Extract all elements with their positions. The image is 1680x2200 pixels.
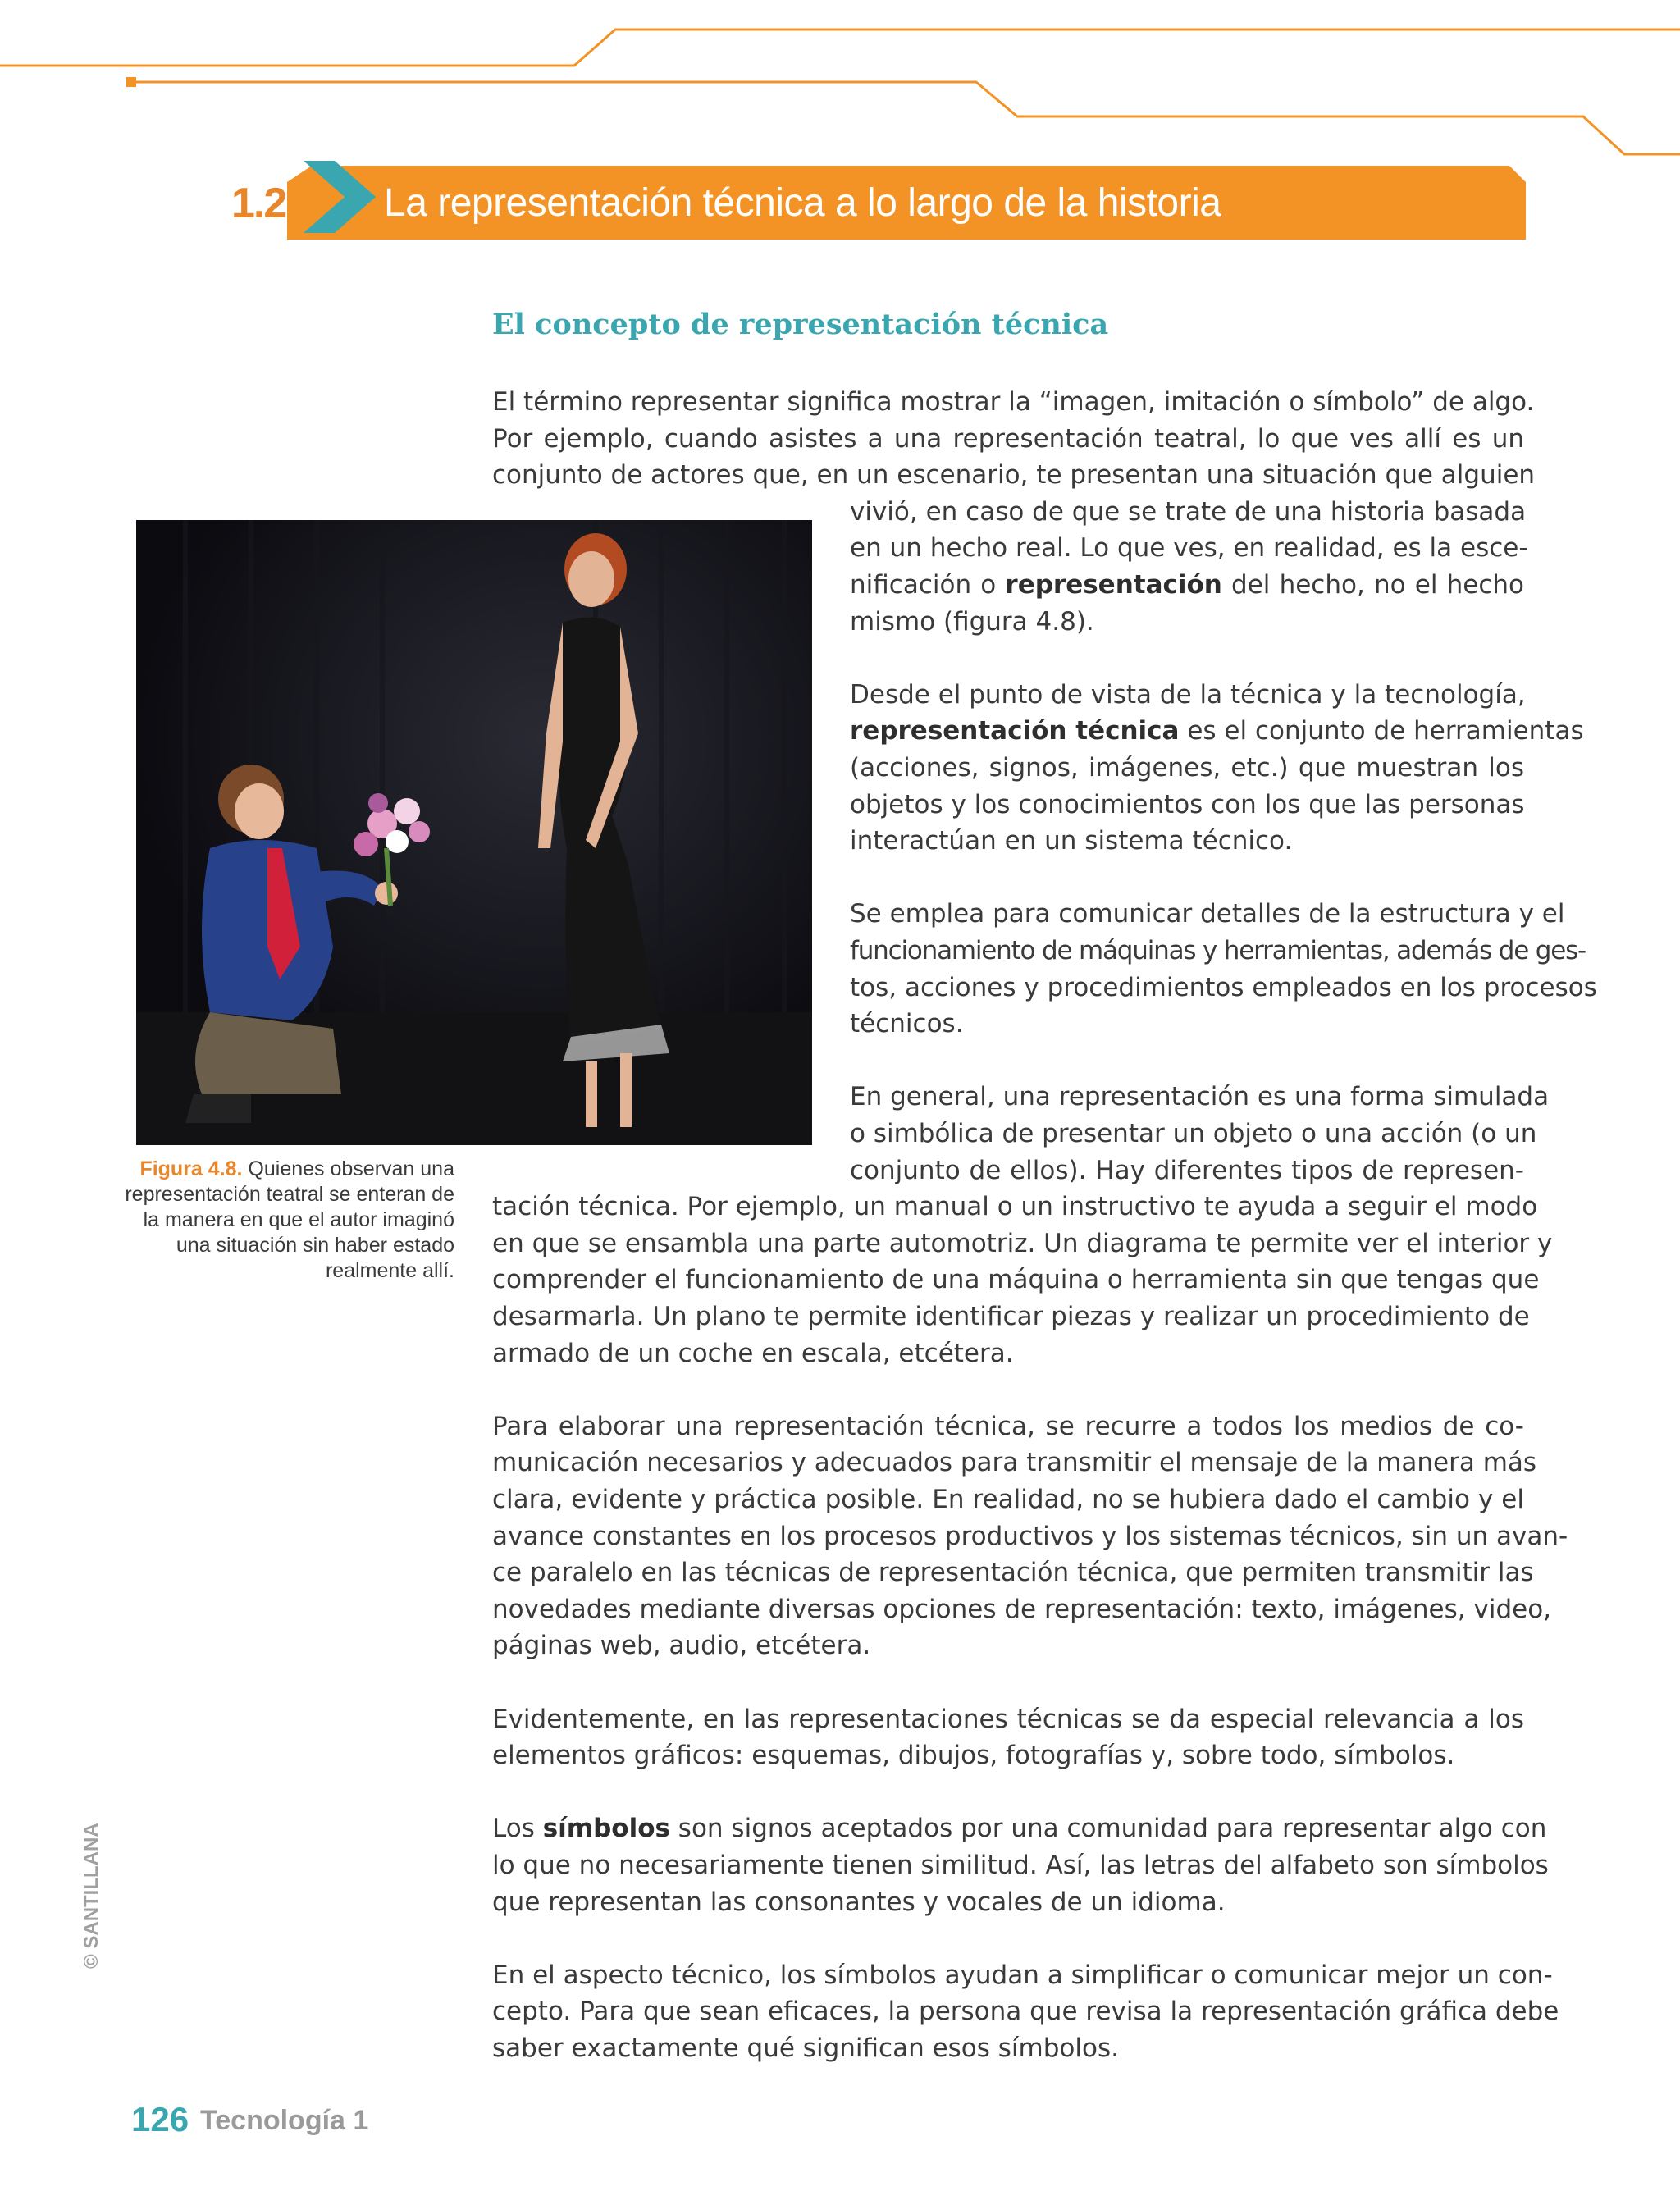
figure-caption (123, 1157, 454, 1284)
text-line: cepto. Para que sean eficaces, la persona que revisa la representación gráfica debe (492, 1997, 1559, 2027)
text-line: mismo (figura 4.8). (850, 606, 1094, 637)
theater-photo (136, 520, 812, 1145)
text-line: Los símbolos son signos aceptados por una comunidad para representar algo con (492, 1814, 1547, 1844)
text-line: técnicos. (850, 1009, 964, 1039)
text-line: tos, acciones y procedimientos empleados en los procesos (850, 972, 1597, 1002)
paragraph-4-continued (492, 1189, 1553, 1372)
section-title: La representación técnica a lo largo de la historia (384, 181, 1221, 225)
text-line: interactúan en un sistema técnico. (850, 826, 1293, 856)
text-line: nificación o representación del hecho, no el hecho (850, 569, 1524, 600)
paragraph-3 (850, 896, 1597, 1042)
bold-term: símbolos (542, 1814, 670, 1844)
text-line: El término representar significa mostrar la “imagen, imitación o símbolo” de algo. (492, 387, 1535, 417)
bold-term: representación (1005, 569, 1222, 600)
paragraph-6 (492, 1701, 1524, 1774)
text-line: Desde el punto de vista de la técnica y la tecnología, (850, 679, 1526, 710)
subheading: El concepto de representación técnica (492, 308, 1109, 341)
text-line: Para elaborar una representación técnica, se recurre a todos los medios de co- (492, 1411, 1524, 1441)
text-line: En el aspecto técnico, los símbolos ayudan a simplificar o comunicar mejor un con- (492, 1960, 1553, 1990)
text-line: Evidentemente, en las representaciones técnicas se da especial relevancia a los (492, 1704, 1524, 1734)
text-line: elementos gráficos: esquemas, dibujos, fotografías y, sobre todo, símbolos. (492, 1741, 1455, 1771)
copyright: © SANTILLANA (80, 1823, 103, 1969)
paragraph-5 (492, 1408, 1568, 1664)
text-line: conjunto de actores que, en un escenario, te presentan una situación que alguien (492, 460, 1536, 491)
text-line: o simbólica de presentar un objeto o una acción (o un (850, 1118, 1537, 1148)
text-line: representación técnica es el conjunto de herramientas (850, 716, 1584, 746)
text-line: (acciones, signos, imágenes, etc.) que muestran los (850, 752, 1524, 783)
text-line: objetos y los conocimientos con los que las personas (850, 789, 1525, 819)
text-line: tación técnica. Por ejemplo, un manual o un instructivo te ayuda a seguir el modo (492, 1192, 1538, 1222)
text-line: armado de un coche en escala, etcétera. (492, 1338, 1014, 1368)
figure-label: Figura 4.8. (139, 1157, 243, 1180)
caption-text: Quienes observan una representación teatral se enteran de la manera en que el autor imaginó una situación sin haber estado realmente allí. (125, 1157, 454, 1282)
text-line: comprender el funcionamiento de una máquina o herramienta sin que tengas que (492, 1265, 1540, 1295)
header-decoration-lines (0, 0, 1680, 164)
paragraph-1-continued (850, 494, 1528, 640)
paragraph-7 (492, 1810, 1549, 1920)
text-line: En general, una representación es una forma simulada (850, 1082, 1550, 1112)
text-line: funcionamiento de máquinas y herramientas, además de ges- (850, 935, 1586, 965)
paragraph-4-start (850, 1079, 1550, 1189)
text-line: lo que no necesariamente tienen similitud. Así, las letras del alfabeto son símbolos (492, 1850, 1549, 1880)
text-line: municación necesarios y adecuados para transmitir el mensaje de la manera más (492, 1448, 1537, 1478)
text-line: en que se ensambla una parte automotriz. Un diagrama te permite ver el interior y (492, 1228, 1553, 1258)
text-line: ce paralelo en las técnicas de representación técnica, que permiten transmitir las (492, 1558, 1534, 1588)
paragraph-1-intro (492, 384, 1536, 494)
text-line: en un hecho real. Lo que ves, en realidad, es la esce- (850, 533, 1528, 564)
text-line: Se emplea para comunicar detalles de la estructura y el (850, 899, 1565, 929)
text-line: desarmarla. Un plano te permite identificar piezas y realizar un procedimiento de (492, 1301, 1530, 1331)
section-number: 1.2 (231, 180, 286, 227)
text-line: Por ejemplo, cuando asistes a una representación teatral, lo que ves allí es un (492, 423, 1524, 454)
text-line: páginas web, audio, etcétera. (492, 1631, 871, 1661)
bold-term: representación técnica (850, 716, 1180, 746)
text-line: saber exactamente qué significan esos símbolos. (492, 2033, 1119, 2063)
paragraph-2 (850, 677, 1584, 860)
text-line: avance constantes en los procesos productivos y los sistemas técnicos, sin un avan- (492, 1521, 1568, 1551)
text-line: clara, evidente y práctica posible. En realidad, no se hubiera dado el cambio y el (492, 1484, 1524, 1514)
paragraph-8 (492, 1957, 1559, 2067)
text-line: conjunto de ellos). Hay diferentes tipos de represen- (850, 1155, 1524, 1185)
page-number: 126 (131, 2100, 189, 2138)
text-line: que representan las consonantes y vocales de un idioma. (492, 1887, 1226, 1917)
book-title: Tecnología 1 (200, 2105, 369, 2136)
text-line: novedades mediante diversas opciones de representación: texto, imágenes, video, (492, 1594, 1552, 1624)
text-line: vivió, en caso de que se trate de una historia basada (850, 496, 1527, 527)
